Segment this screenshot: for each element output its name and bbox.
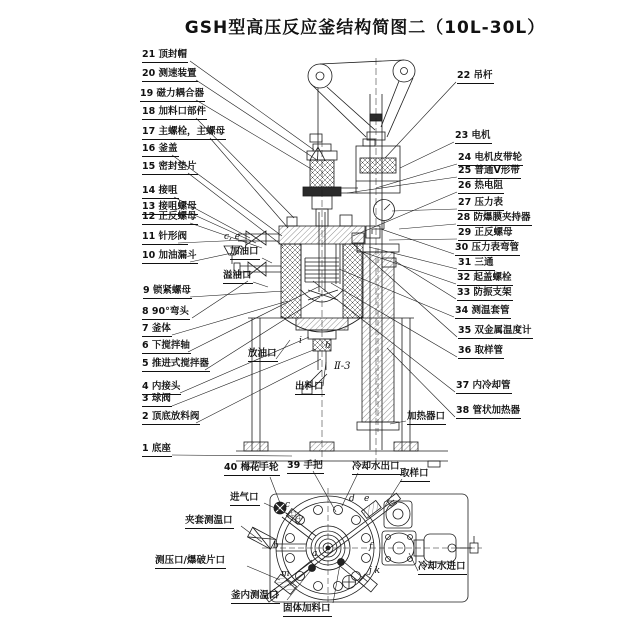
- part-label-17: 17 主螺栓，主螺母: [142, 127, 226, 140]
- part-label-25: 25 普通V形带: [458, 166, 521, 179]
- part-label-32: 32 起盖螺栓: [457, 273, 513, 286]
- annotation-c-e: c, e: [224, 232, 241, 242]
- part-label-4: 4 内接头: [142, 382, 181, 395]
- diagram-title: GSH型高压反应釜结构简图二（10L-30L）: [184, 18, 546, 38]
- part-label-15: 15 密封垫片: [142, 162, 198, 175]
- part-label-1: 1 底座: [142, 444, 172, 457]
- part-label-2: 2 顶底放料阀: [142, 412, 200, 425]
- annotation-bv-e: e: [364, 494, 370, 504]
- part-label-40: 40 梅花手轮: [224, 463, 280, 476]
- port-label-oil-drain: 放油口: [248, 349, 278, 362]
- lid-top-view-drawing: [248, 488, 482, 608]
- part-label-26: 26 热电阻: [458, 181, 504, 194]
- port-label-discharge: 出料口: [295, 382, 325, 395]
- part-label-31: 31 三通: [458, 258, 495, 271]
- port-label-pressure-rupture: 测压口/爆破片口: [155, 556, 226, 569]
- part-label-19: 19 磁力耦合器: [140, 89, 205, 102]
- part-label-36: 36 取样管: [458, 346, 504, 359]
- port-label-oil-fill: 加油口: [230, 247, 260, 260]
- part-label-18: 18 加料口部件: [142, 107, 207, 120]
- part-label-21: 21 顶封帽: [142, 50, 188, 63]
- part-label-16: 16 釜盖: [142, 144, 179, 157]
- annotation-bv-b: b: [273, 541, 279, 551]
- part-label-22: 22 吊杆: [457, 71, 494, 84]
- part-label-30: 30 压力表弯管: [455, 243, 520, 256]
- part-label-39: 39 手把: [287, 461, 324, 474]
- port-label-kettle-temp: 釜内测温口: [231, 591, 280, 604]
- port-label-sampling: 取样口: [400, 469, 430, 482]
- annotation-bv-f: f: [369, 542, 373, 552]
- annotation-bv-d: d: [349, 494, 355, 504]
- part-label-24: 24 电机皮带轮: [458, 153, 523, 166]
- part-label-23: 23 电机: [455, 131, 492, 144]
- port-label-heater: 加热器口: [407, 412, 446, 425]
- annotation-i: i: [299, 336, 302, 346]
- part-label-35: 35 双金属温度计: [458, 326, 533, 339]
- part-label-6: 6 下搅拌轴: [142, 341, 191, 354]
- part-label-13: 13 接咀螺母: [142, 202, 198, 215]
- annotation-bv-m: m: [281, 569, 290, 579]
- annotation-h: h: [325, 341, 331, 351]
- part-label-38: 38 管状加热器: [456, 406, 521, 419]
- part-label-20: 20 测速装置: [142, 69, 198, 82]
- cooling-connections-drawing: [382, 501, 478, 565]
- part-label-37: 37 内冷却管: [456, 381, 512, 394]
- heater-column-drawing: [357, 244, 399, 432]
- part-label-28: 28 防爆膜夹持器: [457, 213, 532, 226]
- part-label-9: 9 锁紧螺母: [143, 286, 192, 299]
- port-label-cooling-outlet: 冷却水出口: [352, 462, 401, 475]
- part-label-27: 27 压力表: [458, 198, 504, 211]
- part-label-7: 7 釜体: [142, 324, 172, 337]
- annotation-section-mark: Ⅱ-3: [334, 361, 351, 372]
- annotation-bv-jk: j k: [369, 566, 381, 576]
- part-label-34: 34 测温套管: [455, 306, 511, 319]
- annotation-bv-c: c: [285, 500, 291, 510]
- port-label-jacket-temp: 夹套测温口: [185, 516, 234, 529]
- annotation-bv-a: a: [312, 549, 318, 559]
- port-label-solid-feed: 固体加料口: [283, 604, 332, 617]
- part-label-10: 10 加油漏斗: [142, 251, 198, 264]
- part-label-8: 8 90°弯头: [142, 307, 190, 320]
- part-label-14: 14 接咀: [142, 186, 179, 199]
- part-label-11: 11 针形阀: [142, 232, 188, 245]
- part-label-12: 12 正反螺母: [142, 212, 198, 225]
- port-label-oil-overflow: 溢油口: [223, 271, 253, 284]
- part-label-33: 33 防振支架: [457, 288, 513, 301]
- part-label-5: 5 推进式搅拌器: [142, 359, 210, 372]
- lifting-yoke-drawing: [308, 60, 415, 137]
- port-label-gas-inlet: 进气口: [230, 493, 260, 506]
- motor-drawing: [333, 139, 400, 193]
- port-label-cooling-inlet: 冷却水进口: [418, 562, 467, 575]
- part-label-29: 29 正反螺母: [458, 228, 514, 241]
- part-label-3: 3 球阀: [142, 394, 172, 407]
